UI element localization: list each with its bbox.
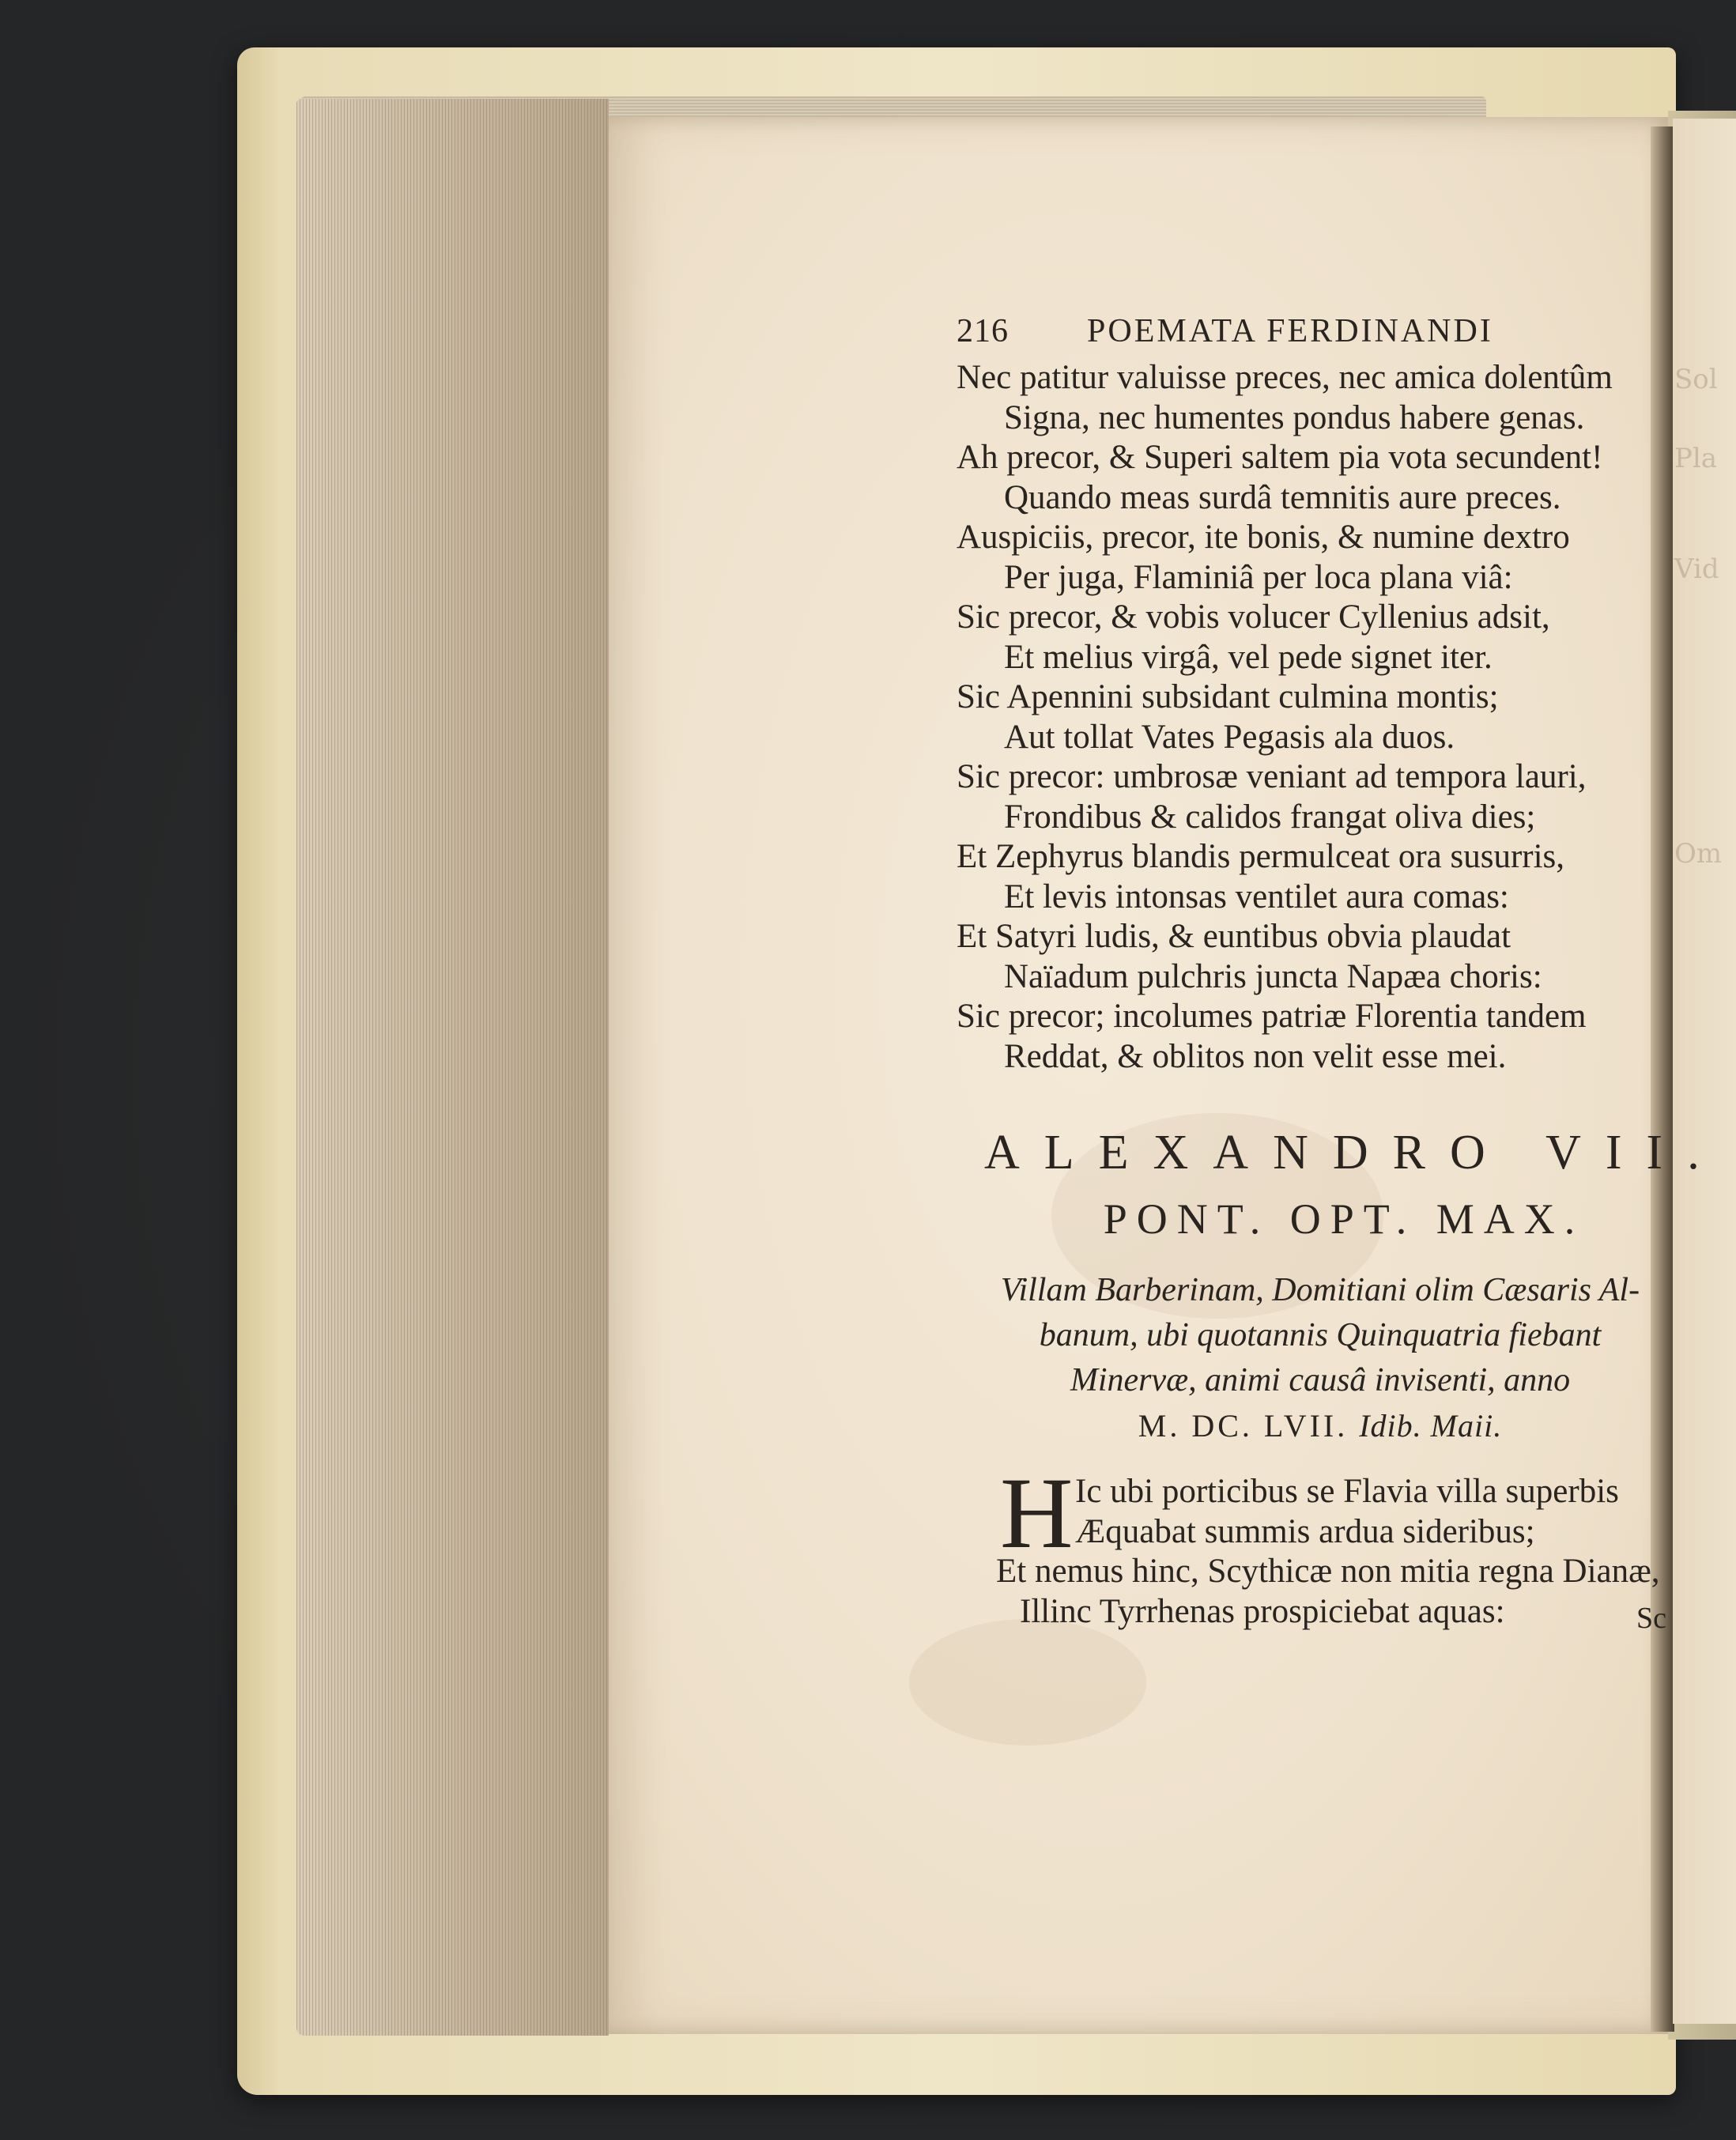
- poem-line: Et levis intonsas ventilet aura comas:: [1004, 878, 1509, 915]
- poem-line: Frondibus & calidos frangat oliva dies;: [1004, 798, 1536, 836]
- poem-line: Aut tollat Vates Pegasis ala duos.: [1004, 718, 1455, 756]
- drop-capital: H: [1000, 1457, 1074, 1569]
- page-stack-edge: [296, 99, 609, 2036]
- poem-line: Et Satyri ludis, & euntibus obvia plaudat: [957, 918, 1511, 955]
- poem-line: Et melius virgâ, vel pede signet iter.: [1004, 638, 1493, 676]
- poem-line: Et nemus hinc, Scythicæ non mitia regna Dianæ,: [996, 1553, 1660, 1590]
- running-title: POEMATA FERDINANDI: [1087, 313, 1493, 349]
- poem-line: Auspiciis, precor, ite bonis, & numine dextro: [957, 519, 1570, 556]
- poem-subtitle: [957, 1268, 1684, 1403]
- poem-line: Ah precor, & Superi saltem pia vota secundent!: [957, 439, 1603, 476]
- second-poem: [957, 1457, 1684, 1632]
- poem-line: Sic precor: umbrosæ veniant ad tempora lauri,: [957, 758, 1587, 795]
- show-through-text: Om: [1674, 838, 1723, 870]
- poem-line: Quando meas surdâ temnitis aure preces.: [1004, 478, 1561, 516]
- page-number: 216: [957, 313, 1009, 349]
- poem-line: Æquabat summis ardua sideribus;: [1075, 1512, 1535, 1550]
- subtitle-line: Minervæ, animi causâ invisenti, anno: [1070, 1362, 1571, 1398]
- poem-line: Ic ubi porticibus se Flavia villa superbis: [1075, 1473, 1619, 1510]
- date-line: [957, 1403, 1684, 1448]
- poem-line: Sic precor; incolumes patriæ Florentia tandem: [957, 998, 1587, 1035]
- poem-line: Sic Apennini subsidant culmina montis;: [957, 678, 1499, 715]
- elegy-stanza: [957, 358, 1684, 1077]
- poem-line: Naïadum pulchris juncta Napæa choris:: [1004, 957, 1542, 995]
- show-through-text: Vid: [1674, 553, 1719, 585]
- poem-line: Sic precor, & vobis volucer Cyllenius adsit,: [957, 598, 1550, 636]
- poem-line: Illinc Tyrrhenas prospiciebat aquas:: [1020, 1592, 1505, 1630]
- poem-line: Signa, nec humentes pondus habere genas.: [1004, 398, 1585, 436]
- dedication-heading: ALEXANDRO VII.: [984, 1126, 1724, 1179]
- subtitle-line: Villam Barberinam, Domitiani olim Cæsaris Al-: [1000, 1272, 1640, 1308]
- catchword: Sc: [1636, 1602, 1666, 1635]
- poem-line: Nec patitur valuisse preces, nec amica dolentûm: [957, 359, 1613, 396]
- running-head: [957, 312, 1684, 358]
- poem-line: Reddat, & oblitos non velit esse mei.: [1004, 1037, 1507, 1075]
- poem-line: Et Zephyrus blandis permulceat ora susurris,: [957, 838, 1565, 875]
- show-through-text: Sol: [1674, 364, 1718, 395]
- poem-line: Per juga, Flaminiâ per loca plana viâ:: [1004, 558, 1513, 596]
- date-year: M. DC. LVII.: [1138, 1408, 1349, 1444]
- paper-stain: [909, 1619, 1146, 1746]
- subtitle-line: banum, ubi quotannis Quinquatria fiebant: [1039, 1317, 1602, 1353]
- date-day: Idib. Maii.: [1359, 1408, 1503, 1444]
- dedication-subheading: PONT. OPT. MAX.: [1103, 1195, 1585, 1243]
- show-through-text: Pla: [1674, 443, 1718, 474]
